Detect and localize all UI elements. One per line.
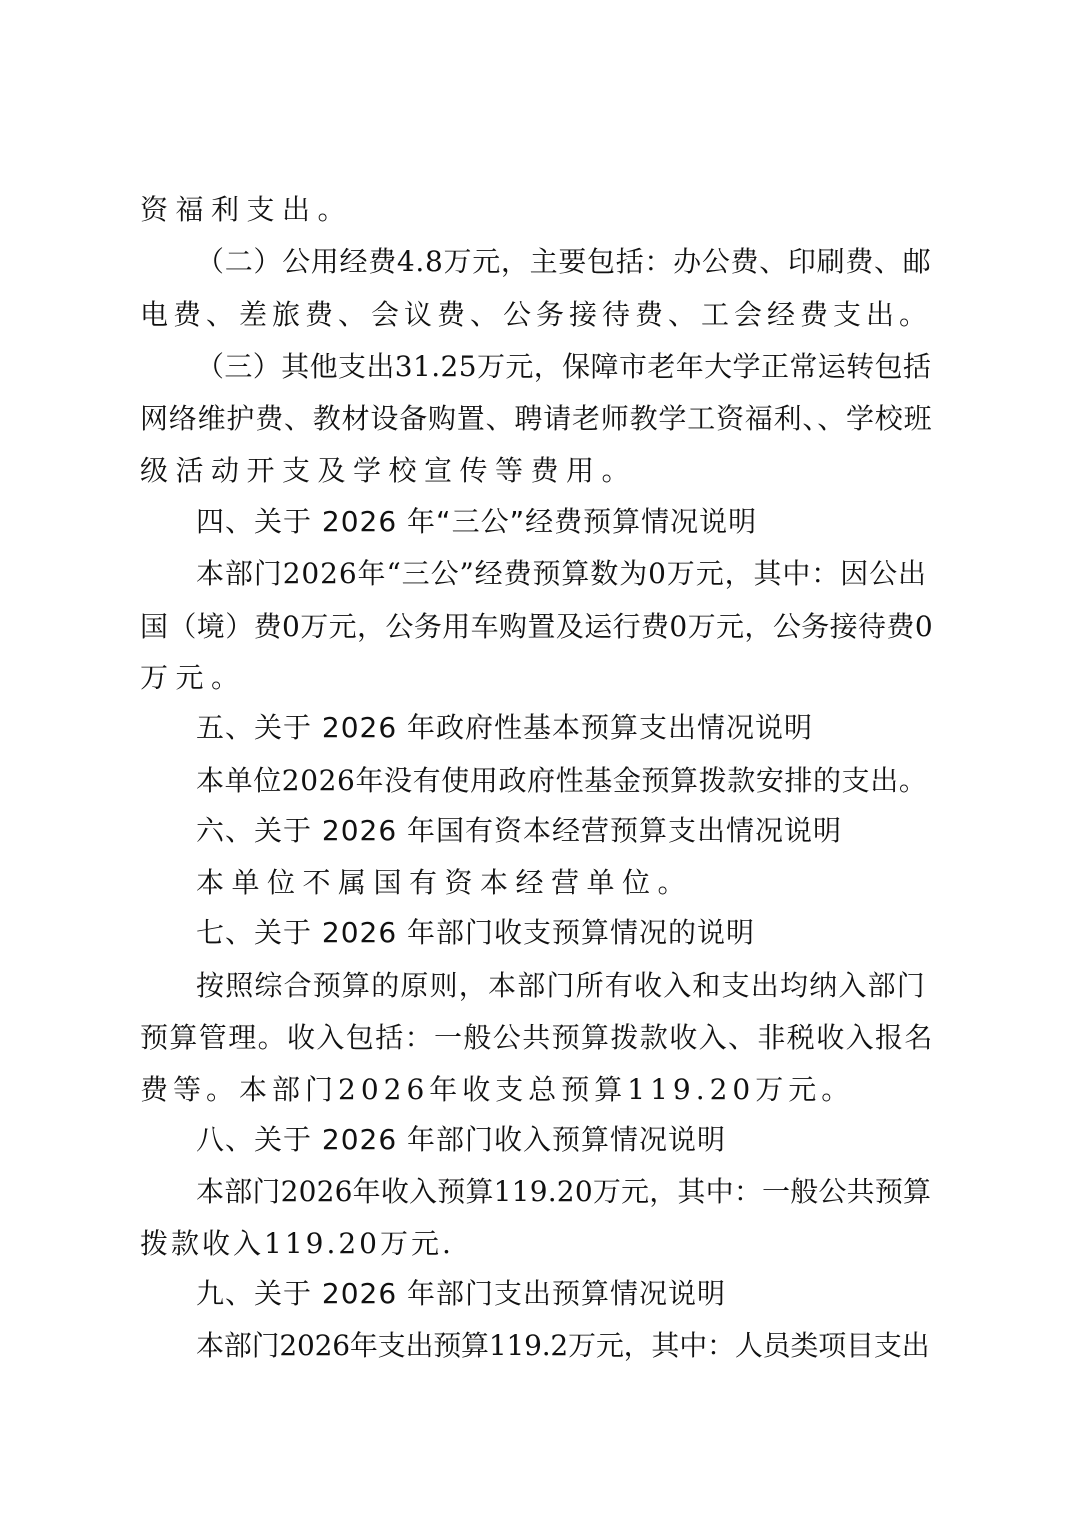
paragraph-line (0, 548, 1074, 600)
paragraph-line (0, 236, 1074, 288)
heading-text: 四、关于 2026 年“三公”经费预算情况说明 (196, 505, 758, 538)
line-text: 本部门2026年收入预算119.20万元，其中：一般公共预算 (196, 1175, 932, 1208)
line-text: 本单位2026年没有使用政府性基金预算拨款安排的支出。 (196, 764, 928, 797)
section-heading (0, 907, 1074, 959)
paragraph-line (0, 1064, 1074, 1116)
line-text: 本部门2026年“三公”经费预算数为0万元，其中：因公出 (196, 557, 927, 590)
heading-text: 九、关于 2026 年部门支出预算情况说明 (196, 1277, 727, 1310)
line-text: 级活动开支及学校宣传等费用。 (140, 454, 638, 487)
paragraph-line (0, 289, 1074, 341)
paragraph-line (0, 1218, 1074, 1270)
paragraph-line (0, 960, 1074, 1012)
section-heading (0, 496, 1074, 548)
paragraph-line (0, 393, 1074, 445)
paragraph-line (0, 601, 1074, 653)
line-text: 费等。本部门2026年收支总预算119.20万元。 (140, 1073, 855, 1106)
line-text: 本部门2026年支出预算119.2万元，其中：人员类项目支出 (196, 1329, 930, 1362)
paragraph-line (0, 1166, 1074, 1218)
heading-text: 五、关于 2026 年政府性基本预算支出情况说明 (196, 711, 814, 744)
section-heading (0, 805, 1074, 857)
paragraph-line (0, 857, 1074, 909)
line-text: （二）公用经费4.8万元，主要包括：办公费、印刷费、邮 (196, 245, 932, 278)
line-text: 电费、差旅费、会议费、公务接待费、工会经费支出。 (140, 298, 933, 331)
heading-text: 六、关于 2026 年国有资本经营预算支出情况说明 (196, 814, 843, 847)
paragraph-line (0, 755, 1074, 807)
line-text: 按照综合预算的原则，本部门所有收入和支出均纳入部门 (196, 969, 927, 1002)
line-text: 万元。 (140, 661, 247, 694)
paragraph-line (0, 341, 1074, 393)
line-text: 本单位不属国有资本经营单位。 (196, 866, 694, 899)
paragraph-line (0, 1012, 1074, 1064)
section-heading (0, 702, 1074, 754)
paragraph-line (0, 184, 1074, 236)
heading-text: 七、关于 2026 年部门收支预算情况的说明 (196, 916, 756, 949)
line-text: 预算管理。收入包括：一般公共预算拨款收入、非税收入报名 (140, 1021, 934, 1054)
paragraph-line (0, 445, 1074, 497)
paragraph-line (0, 1320, 1074, 1372)
section-heading (0, 1114, 1074, 1166)
line-text: 拨款收入119.20万元. (140, 1227, 454, 1260)
line-text: （三）其他支出31.25万元，保障市老年大学正常运转包括 (196, 350, 932, 383)
section-heading (0, 1268, 1074, 1320)
line-text: 网络维护费、教材设备购置、聘请老师教学工资福利、、学校班 (140, 402, 933, 435)
heading-text: 八、关于 2026 年部门收入预算情况说明 (196, 1123, 727, 1156)
line-text: 国（境）费0万元，公务用车购置及运行费0万元，公务接待费0 (140, 610, 934, 643)
paragraph-line (0, 652, 1074, 704)
line-text: 资福利支出。 (140, 193, 354, 226)
